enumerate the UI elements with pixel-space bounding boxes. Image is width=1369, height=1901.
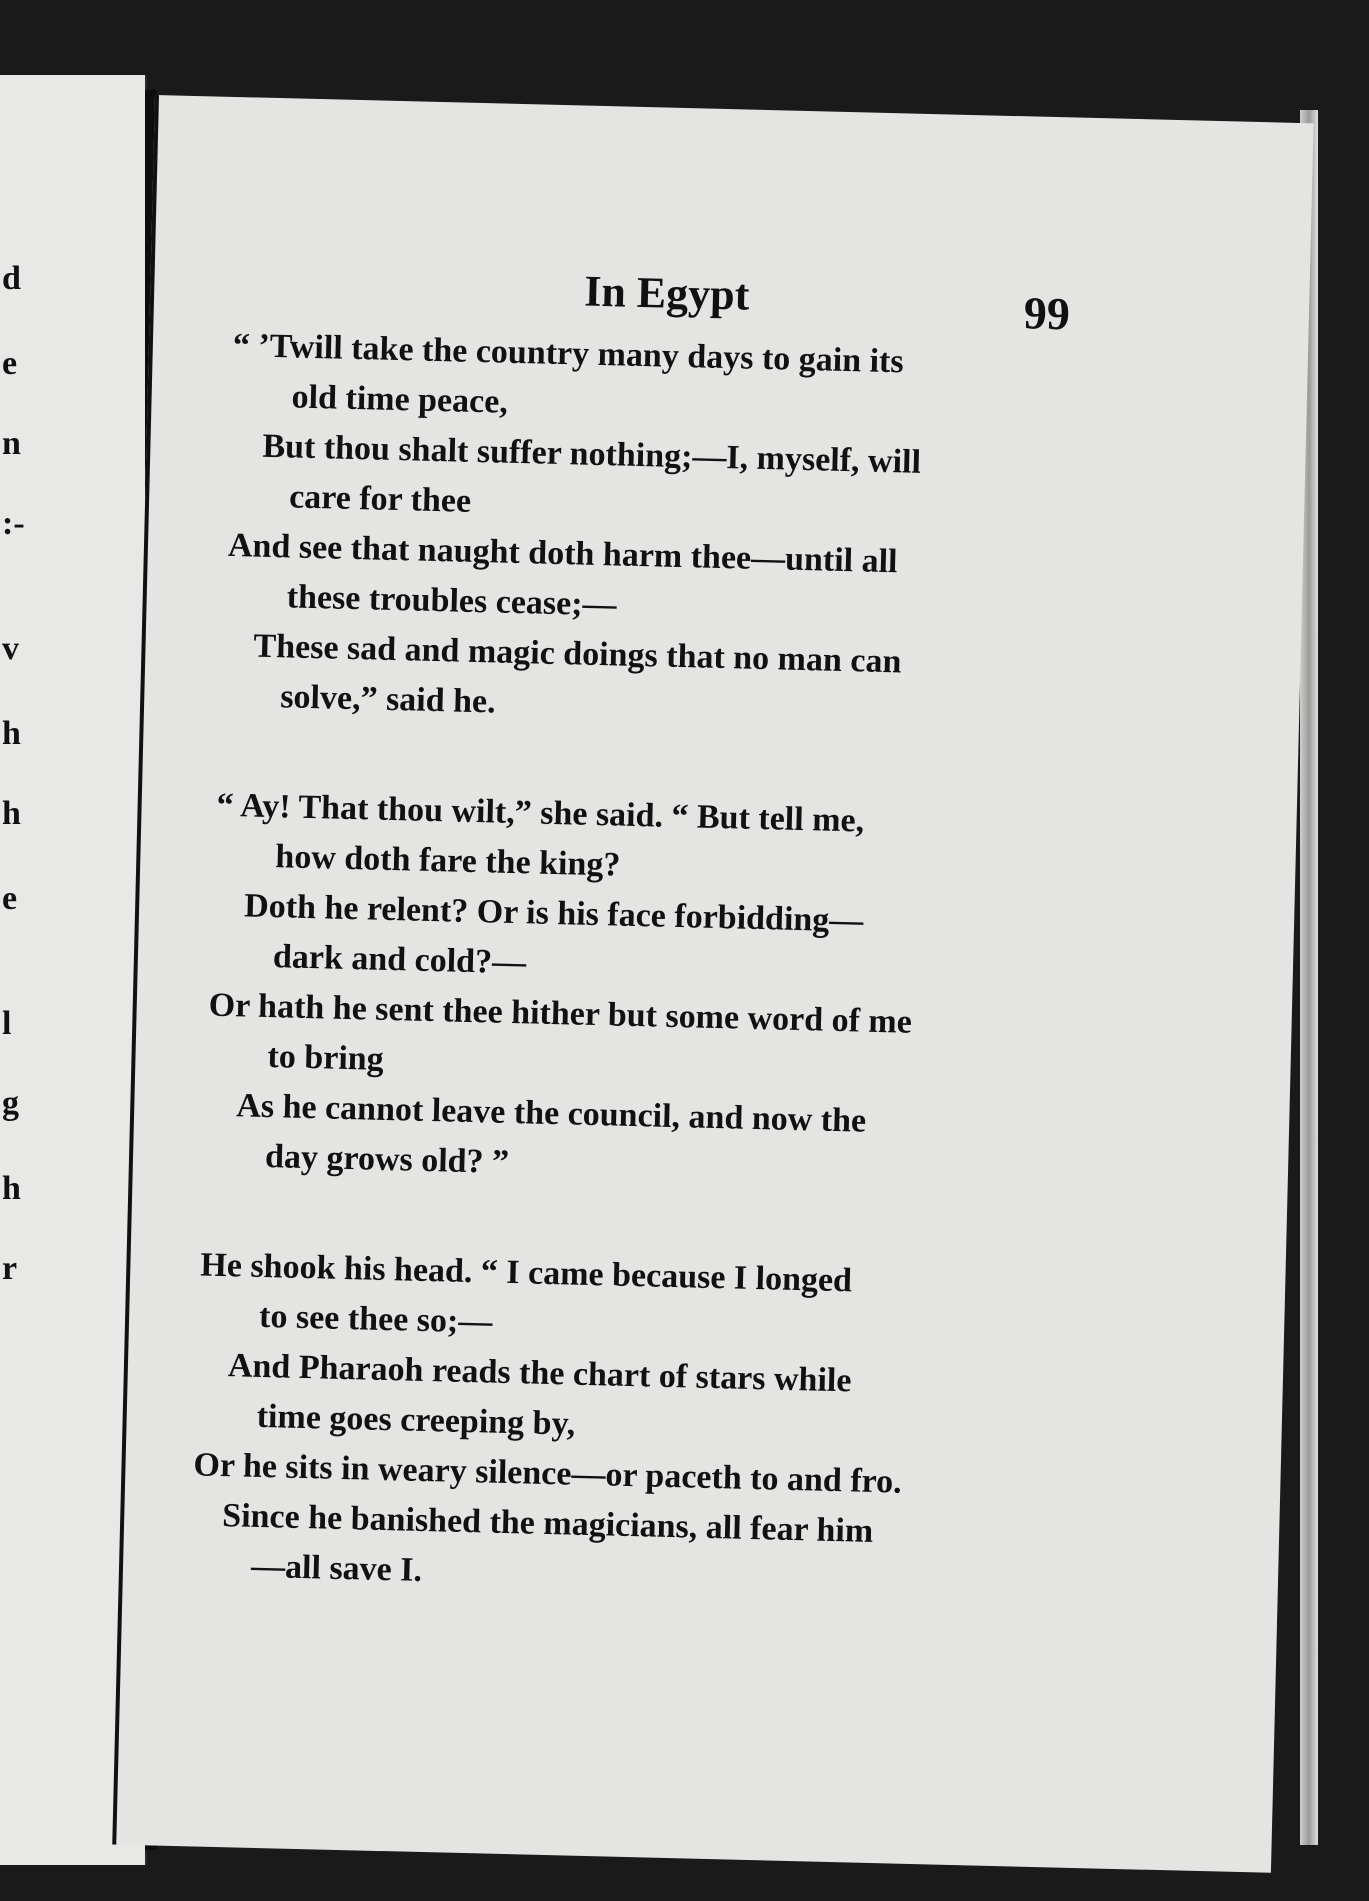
- left-page-fragment: h: [2, 795, 21, 832]
- poem-line: to bring: [267, 1038, 385, 1078]
- poem-line: these troubles cease;—: [286, 578, 617, 624]
- poem-line: to see thee so;—: [258, 1297, 493, 1341]
- poem-line: how doth fare the king?: [274, 838, 621, 884]
- left-page-fragment: l: [2, 1005, 12, 1042]
- poem-line: These sad and magic doings that no man can: [253, 627, 902, 681]
- running-head: In Egypt: [583, 266, 750, 320]
- book-page: [112, 95, 1313, 1873]
- poem-line: Or he sits in weary silence—or paceth to and fro.: [193, 1446, 903, 1501]
- poem-line: As he cannot leave the council, and now the: [235, 1087, 867, 1140]
- poem-line: Since he banished the magicians, all fear him: [221, 1497, 874, 1550]
- poem-line: care for thee: [288, 478, 472, 520]
- left-page-fragment: n: [2, 425, 21, 462]
- left-page-fragment: d: [2, 260, 21, 297]
- page-number: 99: [1023, 287, 1071, 340]
- poem-line: day grows old? ”: [264, 1138, 510, 1181]
- poem-line: solve,” said he.: [279, 678, 497, 721]
- left-page-fragment: h: [2, 715, 21, 752]
- left-page-fragment: :-: [2, 505, 25, 542]
- poem-line: But thou shalt suffer nothing;—I, myself, will: [261, 427, 922, 481]
- left-page-fragment: v: [2, 630, 19, 667]
- poem-line: —all save I.: [250, 1547, 423, 1589]
- left-page-fragment: h: [2, 1170, 21, 1207]
- poem-line: Or hath he sent thee hither but some word of me: [208, 986, 913, 1041]
- left-page-fragment: e: [2, 345, 18, 382]
- poem-line: And see that naught doth harm thee—until all: [227, 526, 898, 581]
- poem-line: He shook his head. “ I came because I longed: [199, 1246, 853, 1300]
- left-page-fragment: r: [2, 1250, 18, 1287]
- poem-line: dark and cold?—: [272, 938, 527, 982]
- poem-line: old time peace,: [291, 378, 509, 421]
- left-page-fragment: g: [2, 1085, 19, 1122]
- poem-line: “ Ay! That thou wilt,” she said. “ But tell me,: [216, 786, 865, 840]
- poem-line: “ ’Twill take the country many days to gain its: [232, 326, 905, 381]
- poem-line: time goes creeping by,: [256, 1397, 576, 1443]
- poem-line: And Pharaoh reads the chart of stars while: [227, 1347, 852, 1400]
- left-page-fragment: e: [2, 880, 18, 917]
- poem-line: Doth he relent? Or is his face forbidding—: [243, 887, 864, 940]
